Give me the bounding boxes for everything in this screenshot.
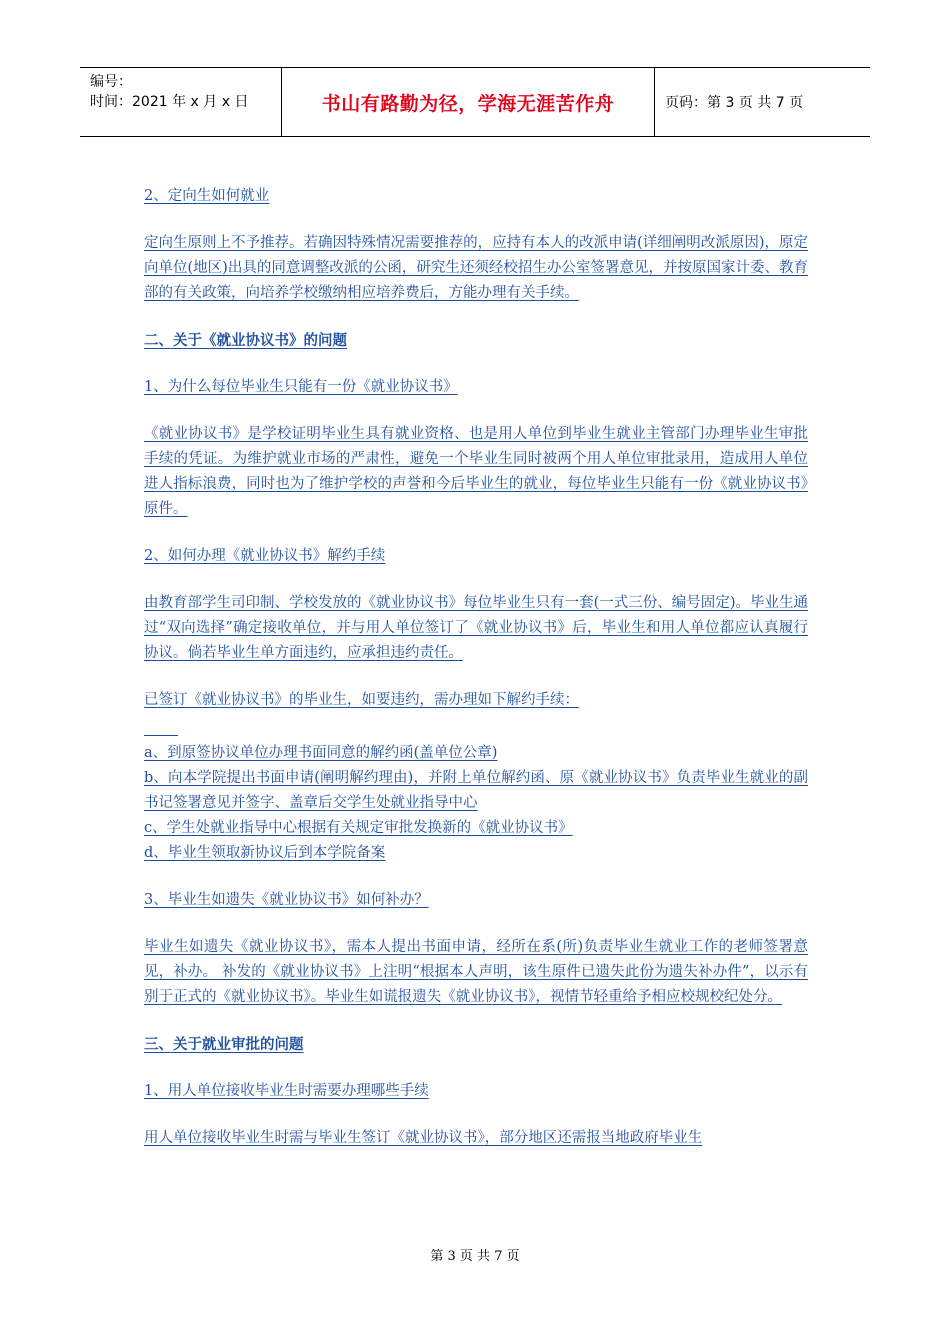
header-meta <box>80 68 281 136</box>
steps-list <box>144 741 808 866</box>
list-item: c、学生处就业指导中心根据有关规定审批发换新的《就业协议书》 <box>144 820 573 836</box>
header-motto: 书山有路勤为径，学海无涯苦作舟 <box>281 68 655 136</box>
document-date: 时间：2021 年 x 月 x 日 <box>90 94 249 110</box>
subsection-title: 2、定向生如何就业 <box>144 188 270 204</box>
paragraph: 定向生原则上不予推荐。若确因特殊情况需要推荐的，应持有本人的改派申请(详细阐明改派原因)，原定向单位(地区)出具的同意调整改派的公函，研究生还须经校招生办公室签署意见，并按原国家计委、教育部的有关政策，向培养学校缴纳相应培养费后，方能办理有关手续。 <box>144 235 808 301</box>
document-body <box>144 184 808 1173</box>
section-heading: 三、关于就业审批的问题 <box>144 1036 304 1053</box>
paragraph: 毕业生如遗失《就业协议书》，需本人提出书面申请，经所在系(所)负责毕业生就业工作的老师签署意见，补办。 补发的《就业协议书》上注明“根据本人声明，该生原件已遗失此份为遗失补办件”，以示有别于正式的《就业协议书》。毕业生如谎报遗失《就业协议书》，视情节轻重给予相应校规校纪处分。 <box>144 939 808 1005</box>
document-number-label: 编号： <box>90 74 132 90</box>
section-heading: 二、关于《就业协议书》的问题 <box>144 332 347 349</box>
subsection-title: 2、如何办理《就业协议书》解约手续 <box>144 548 386 564</box>
header-page-info: 页码：第 3 页 共 7 页 <box>665 95 804 111</box>
list-item: b、向本学院提出书面申请(阐明解约理由)，并附上单位解约函、原《就业协议书》负责毕业生就业的副书记签署意见并签字、盖章后交学生处就业指导中心 <box>144 770 808 811</box>
list-item: a、到原签协议单位办理书面同意的解约函(盖单位公章) <box>144 745 498 761</box>
page-header <box>80 67 870 137</box>
paragraph: 由教育部学生司印制、学校发放的《就业协议书》每位毕业生只有一套(一式三份、编号固定)。毕业生通过“双向选择”确定接收单位，并与用人单位签订了《就业协议书》后，毕业生和用人单位都应认真履行协议。倘若毕业生单方面违约，应承担违约责任。 <box>144 595 808 661</box>
paragraph: 《就业协议书》是学校证明毕业生具有就业资格、也是用人单位到毕业生就业主管部门办理毕业生审批手续的凭证。为维护就业市场的严肃性，避免一个毕业生同时被两个用人单位审批录用，造成用人单位进人指标浪费，同时也为了维护学校的声誉和今后毕业生的就业，每位毕业生只能有一份《就业协议书》原件。 <box>144 426 808 517</box>
subsection-title: 1、为什么每位毕业生只能有一份《就业协议书》 <box>144 379 458 395</box>
subsection-title: 1、用人单位接收毕业生时需要办理哪些手续 <box>144 1083 429 1099</box>
page-footer: 第 3 页 共 7 页 <box>430 1249 520 1264</box>
paragraph: 已签订《就业协议书》的毕业生，如要违约，需办理如下解约手续： <box>144 692 579 708</box>
divider-line <box>144 725 178 736</box>
paragraph: 用人单位接收毕业生时需与毕业生签订《就业协议书》，部分地区还需报当地政府毕业生 <box>144 1130 703 1146</box>
subsection-title: 3、毕业生如遗失《就业协议书》如何补办？ <box>144 892 429 908</box>
list-item: d、毕业生领取新协议后到本学院备案 <box>144 845 386 861</box>
